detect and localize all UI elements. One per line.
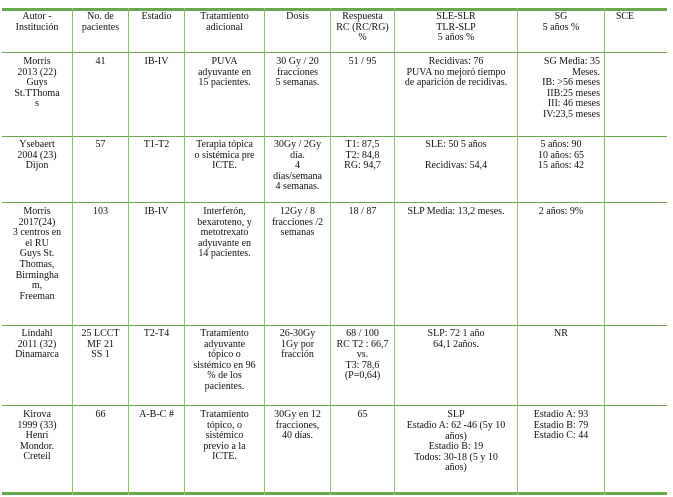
row3-tratamiento: Interferón, bexaroteno, y metotrexato adyuvante en 14 pacientes. bbox=[197, 206, 252, 260]
column-divider bbox=[72, 8, 73, 495]
row1-tratamiento: PUVA adyuvante en 15 pacientes. bbox=[197, 56, 252, 89]
row3-autor: Morris 2017(24) 3 centros en el RU Guys St. Thomas, Birmingha m, Freeman bbox=[12, 206, 62, 302]
row5-pacientes: 66 bbox=[95, 409, 106, 420]
table-bottom-border bbox=[2, 492, 667, 495]
row2-respuesta: T1: 87,5 T2: 84,8 RG: 94,7 bbox=[344, 139, 381, 172]
header-autor: Autor - Institución bbox=[15, 11, 59, 33]
row2-sle: SLE: 50 5 años Recidivas: 54,4 bbox=[424, 139, 488, 172]
row5-respuesta: 65 bbox=[357, 409, 368, 420]
row2-estadio: T1-T2 bbox=[143, 139, 170, 150]
row4-sle: SLP: 72 1 año 64,1 2años. bbox=[427, 328, 485, 350]
row-divider bbox=[2, 136, 667, 137]
row1-respuesta: 51 / 95 bbox=[348, 56, 377, 67]
column-divider bbox=[330, 8, 331, 495]
row5-sg: Estadio A: 93 Estadio B: 79 Estadio C: 44 bbox=[533, 409, 589, 442]
row4-tratamiento: Tratamiento adyuvante tópico o sistémico en 96 % de los pacientes. bbox=[193, 328, 256, 392]
row5-estadio: A-B-C # bbox=[139, 409, 174, 420]
row5-sle-title: SLP bbox=[447, 409, 465, 420]
row3-estadio: IB-IV bbox=[144, 206, 169, 217]
row5-tratamiento: Tratamiento tópico, o sistémico previo a la ICTE. bbox=[200, 409, 249, 463]
row3-pacientes: 103 bbox=[93, 206, 108, 217]
row4-estadio: T2-T4 bbox=[143, 328, 170, 339]
header-respuesta: Respuesta RC (RC/RG) % bbox=[336, 11, 389, 44]
row-divider bbox=[2, 52, 667, 53]
header-tratamiento: Tratamiento adicional bbox=[200, 11, 249, 33]
header-estadio: Estadio bbox=[141, 11, 172, 22]
row-divider bbox=[2, 405, 667, 406]
row1-sg: SG Media: 35 Meses. IB: >56 meses IIB:25 meses III: 46 meses IV:23,5 meses bbox=[542, 56, 600, 120]
row4-sg: NR bbox=[554, 328, 568, 339]
column-divider bbox=[128, 8, 129, 495]
row2-dosis: 30Gy / 2Gy día. 4 días/semana 4 semanas. bbox=[273, 139, 322, 193]
header-pacientes: No. de pacientes bbox=[81, 11, 120, 33]
row2-tratamiento: Terapia tópica o sistémica pre ICTE. bbox=[194, 139, 255, 172]
row1-autor: Morris 2013 (22) Guys St.TThoma s bbox=[14, 56, 60, 110]
row3-sg: 2 años: 9% bbox=[538, 206, 584, 217]
row3-sle: SLP Media: 13,2 meses. bbox=[407, 206, 505, 217]
row1-estadio: IB-IV bbox=[144, 56, 169, 67]
column-divider bbox=[604, 8, 605, 495]
header-sce: SCE bbox=[615, 11, 635, 22]
header-sle: SLE-SLR TLR-SLP 5 años % bbox=[436, 11, 476, 44]
row5-dosis: 30Gy en 12 fracciones, 40 días. bbox=[274, 409, 321, 442]
row2-pacientes: 57 bbox=[95, 139, 106, 150]
row4-dosis: 26-30Gy 1Gy por fracción bbox=[279, 328, 316, 361]
row4-respuesta: 68 / 100 RC T2 : 66,7 vs. T3: 78,6 (P=0,64) bbox=[336, 328, 389, 382]
row1-sle: Recidivas: 76 PUVA no mejoró tiempo de aparición de recidivas. bbox=[404, 56, 508, 89]
row5-sle: Estadio A: 62 -46 (5y 10 años) Estadio B: 19 Todos: 30-18 (5 y 10 años) bbox=[406, 420, 506, 474]
row-divider bbox=[2, 202, 667, 203]
row4-autor: Lindahl 2011 (32) Dinamarca bbox=[15, 328, 59, 361]
row3-dosis: 12Gy / 8 fracciones /2 semanas bbox=[271, 206, 324, 239]
row5-autor: Kirova 1999 (33) Henri Mondor. Creteil bbox=[17, 409, 57, 463]
header-dosis: Dosis bbox=[286, 11, 309, 22]
row2-sg: 5 años: 90 10 años: 65 15 años: 42 bbox=[537, 139, 585, 172]
header-sg: SG 5 años % bbox=[542, 11, 580, 33]
row2-autor: Ysebaert 2004 (23) Dijon bbox=[17, 139, 57, 172]
row1-pacientes: 41 bbox=[95, 56, 106, 67]
row4-pacientes: 25 LCCT MF 21 SS 1 bbox=[81, 328, 120, 361]
row1-dosis: 30 Gy / 20 fracciones 5 semanas. bbox=[275, 56, 320, 89]
row3-respuesta: 18 / 87 bbox=[348, 206, 377, 217]
row-divider bbox=[2, 325, 667, 326]
